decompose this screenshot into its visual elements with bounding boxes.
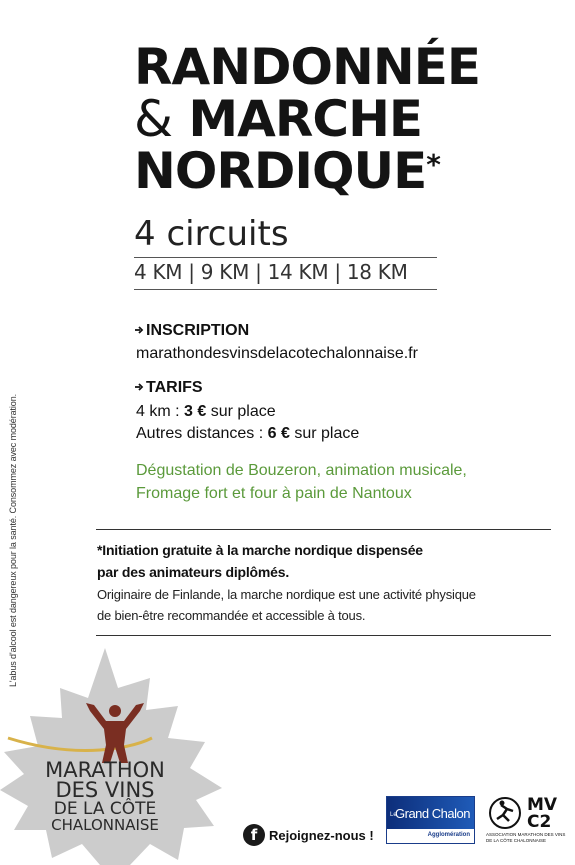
tarif-autres-suffix: sur place	[289, 425, 360, 442]
divider-top	[134, 257, 437, 258]
title-line-3	[134, 142, 440, 200]
grand-chalon-le: Le	[390, 812, 397, 818]
tarifs-heading-label: TARIFS	[146, 379, 203, 396]
mvc2-sub-2: DE LA CÔTE CHALONNAISE	[486, 838, 547, 843]
note-bold-line-2: par des animateurs diplômés.	[97, 564, 290, 580]
runner-icon	[80, 703, 150, 765]
circuits-heading: 4 circuits	[134, 214, 289, 254]
circuit-distances: 4 KM | 9 KM | 14 KM | 18 KM	[134, 260, 408, 284]
arrow-icon	[134, 322, 146, 340]
extras-line-2: Fromage fort et four à pain de Nantoux	[136, 485, 412, 502]
tarifs-heading	[134, 379, 203, 397]
facebook-label[interactable]: Rejoignez-nous !	[269, 828, 374, 843]
tarif-4km-price: 3 €	[184, 403, 207, 420]
title-marche: MARCHE	[188, 90, 423, 148]
tarif-autres-price: 6 €	[267, 425, 290, 442]
note-line-2: de bien-être recommandée et accessible à tous.	[97, 608, 366, 623]
tarif-autres	[136, 423, 359, 445]
grand-chalon-sub: Agglomération	[427, 832, 470, 838]
tarif-4km-label: 4 km :	[136, 403, 185, 420]
logo-line-4: CHALONNAISE	[51, 816, 159, 834]
note-divider-top	[96, 529, 551, 530]
logo-line-1: MARATHON	[45, 758, 165, 782]
website-link[interactable]: marathondesvinsdelacotechalonnaise.fr	[136, 345, 418, 362]
title-line-1: RANDONNÉE	[134, 38, 481, 96]
title-nordique: NORDIQUE	[134, 142, 427, 200]
logo-line-2: DES VINS	[55, 778, 155, 802]
title-line-2	[134, 90, 423, 148]
title-ampersand: &	[134, 90, 172, 148]
tarif-autres-label: Autres distances :	[136, 425, 268, 442]
title-asterisk: *	[426, 148, 440, 181]
inscription-heading-label: INSCRIPTION	[146, 322, 250, 339]
mvc2-sub-1: ASSOCIATION MARATHON DES VINS	[486, 832, 566, 837]
alcohol-warning: L'abus d'alcool est dangereux pour la santé. Consommez avec modération.	[8, 393, 18, 687]
note-bold-line-1: *Initiation gratuite à la marche nordique dispensée	[97, 542, 423, 558]
tarif-4km	[136, 401, 276, 423]
mvc2-bottom: C2	[527, 812, 552, 832]
mvc2-runner-icon	[487, 797, 523, 829]
note-divider-bottom	[96, 635, 551, 636]
extras-line-1: Dégustation de Bouzeron, animation musicale,	[136, 462, 467, 479]
note-line-1: Originaire de Finlande, la marche nordique est une activité physique	[97, 587, 476, 602]
grand-chalon-name: Grand Chalon	[395, 806, 470, 821]
facebook-icon[interactable]: f	[243, 824, 265, 846]
grand-chalon-logo	[386, 796, 475, 844]
logo-line-3: DE LA CÔTE	[53, 799, 157, 819]
divider-bottom	[134, 289, 437, 290]
tarif-4km-suffix: sur place	[206, 403, 276, 420]
arrow-icon	[134, 379, 146, 397]
inscription-heading	[134, 322, 249, 340]
mvc2-top: MV	[527, 795, 558, 815]
